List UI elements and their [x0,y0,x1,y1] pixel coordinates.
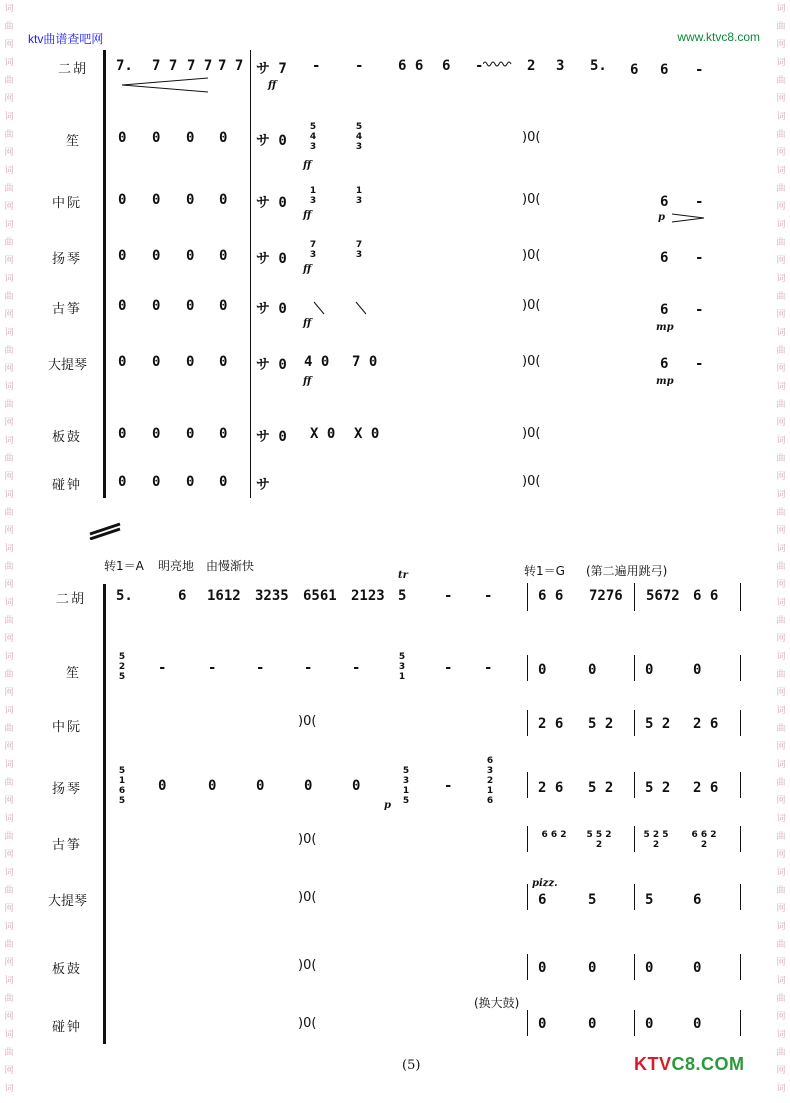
ending-note: 6 [660,356,669,372]
barline [634,710,635,736]
barline [527,655,528,681]
note: 6 [442,58,451,74]
rest: 0 [208,778,217,794]
dash: - [352,660,361,676]
barline [527,826,528,852]
note: 6 6 [398,58,424,74]
note: 5 [645,892,654,908]
sa-rest: サ 0 [256,251,287,267]
note-group: 6561 [303,588,337,604]
barline [527,583,528,611]
instrument-label-zhongruan: 中阮 [52,196,83,211]
bangu-note: X 0 [310,426,336,442]
site-logo [634,1054,745,1075]
dynamic-marking: ff [303,160,312,171]
performance-note: (第二遍用跳弓) [586,564,668,578]
fermata-rest: )0( [522,426,541,441]
fermata-rest: )0( [522,298,541,313]
note-group: 5 2 [588,780,614,796]
rest: 0 [538,1016,547,1032]
note-group: 7276 [589,588,623,604]
rest: 0 [152,354,161,370]
rest: 0 [118,474,127,490]
daitiqin-note: 7 0 [352,354,378,370]
rest: 0 [186,354,195,370]
rest: 0 [219,354,228,370]
note: 6 [660,62,669,78]
fermata-rest: )0( [298,832,317,847]
dash: - [304,660,313,676]
rest: 0 [219,426,228,442]
note: 6 [178,588,187,604]
note-group: 1612 [207,588,241,604]
dynamic-marking: ff [303,210,312,221]
barline [527,772,528,798]
dash: - [444,778,453,794]
note-group: 5672 [646,588,680,604]
rest: 0 [645,1016,654,1032]
dynamic-marking: ff [303,318,312,329]
note-group: 2 6 [693,716,719,732]
barline [634,826,635,852]
rest: 0 [152,474,161,490]
fermata-rest: )0( [522,130,541,145]
note-group: 5 2 [645,716,671,732]
yangqin-chord: 5 1 6 5 [118,766,126,806]
note-group: 2123 [351,588,385,604]
system-1-bracket [103,50,106,498]
instruction-change-drum: (换大鼓) [474,996,520,1010]
note: 5. [116,588,133,604]
dash: - [355,58,364,74]
rest: 0 [186,426,195,442]
rest: 0 [118,354,127,370]
instrument-label-sheng: 笙 [66,134,82,149]
logo-part: KTV [634,1054,672,1074]
left-watermark-column: 词 曲 网 词 曲 网 词 曲 网 词 曲 网 词 曲 网 词 曲 网 词 曲 网 词 曲 网 词 曲 网 词 曲 网 词 曲 网 词 曲 网 词 曲 网 词 曲 网 词 曲 网 词 曲 网 词 曲 网 词 曲 网 词 曲 网 词 曲 网 词 [4,4,14,1094]
system-separator [88,520,124,540]
barline [634,954,635,980]
rest: 0 [352,778,361,794]
rest: 0 [152,298,161,314]
yangqin-arpeggio: 6 3 2 1 6 [486,756,494,806]
ending-note: 6 [660,194,669,210]
key-change-a: 转1＝A [104,559,144,573]
note: 5 [398,588,407,604]
rest: 0 [588,960,597,976]
dynamic-marking: ff [268,80,277,91]
trill-marking: tr [398,570,408,581]
note: 6 [538,892,547,908]
yangqin-chord: 7 3 [309,240,317,260]
pizzicato-marking: pizz. [532,878,558,889]
barline [740,772,741,798]
dash: - [444,588,453,604]
instrument-label-erhu: 二胡 [58,62,89,77]
rest: 0 [186,474,195,490]
instrument-label-guzheng: 古筝 [52,838,83,853]
barline [527,1010,528,1036]
dynamic-marking: ff [303,264,312,275]
guzheng-chord: 5 2 5 2 [643,830,669,850]
page-number: (5) [402,1058,421,1073]
instrument-label-pengzhong: 碰钟 [52,1020,83,1035]
note-group: 2 6 [693,780,719,796]
yangqin-arpeggio: 5 3 1 5 [402,766,410,806]
decrescendo-hairpin [670,212,706,224]
bangu-note: X 0 [354,426,380,442]
note: 5 [588,892,597,908]
note: 5. [590,58,607,74]
dynamic-marking: mp [656,376,674,387]
sa-rest: サ 0 [256,357,287,373]
site-watermark-right: www.ktvc8.com [677,30,760,44]
rest: 0 [219,130,228,146]
rest: 0 [693,662,702,678]
site-watermark-left: ktv曲谱查吧网 [28,32,104,46]
rest: 0 [118,192,127,208]
barline [740,1010,741,1036]
dash: - [695,62,704,78]
barline [634,583,635,611]
dash: - [256,660,265,676]
rest: 0 [118,426,127,442]
dash: - [208,660,217,676]
barline [740,710,741,736]
note: 2 [527,58,536,74]
barline [634,884,635,910]
fermata-rest: )0( [522,192,541,207]
instrument-label-daitiqin: 大提琴 [48,358,88,373]
rest: 0 [304,778,313,794]
glissando-marks [312,300,372,320]
instrument-label-yangqin: 扬琴 [52,252,83,267]
instrument-label-zhongruan: 中阮 [52,720,83,735]
note: 3 [556,58,565,74]
rest: 0 [186,298,195,314]
fermata-rest: )0( [298,958,317,973]
barline [634,655,635,681]
instrument-label-bangu: 板鼓 [52,430,83,445]
note: 7 7 [218,58,244,74]
guzheng-chord: 5 5 2 2 [586,830,612,850]
sheng-chord: 5 2 5 [118,652,126,682]
rest: 0 [152,426,161,442]
note: 6 [630,62,639,78]
note-group: 2 6 [538,716,564,732]
note: サ 7 [256,61,287,77]
rest: 0 [645,662,654,678]
ending-note: 6 [660,250,669,266]
sa-rest: サ 0 [256,195,287,211]
rest: 0 [219,192,228,208]
instrument-label-erhu: 二胡 [56,592,87,607]
rest: 0 [256,778,265,794]
zhongruan-chord: 1 3 [355,186,363,206]
instrument-label-bangu: 板鼓 [52,962,83,977]
rest: 0 [158,778,167,794]
tempo-marking: 明亮地 [158,559,195,573]
barline [740,826,741,852]
sa-rest: サ 0 [256,301,287,317]
rest: 0 [538,960,547,976]
note-group: 2 6 [538,780,564,796]
zhongruan-chord: 1 3 [309,186,317,206]
note: 7 7 [152,58,178,74]
dynamic-marking: p [384,800,391,811]
dynamic-marking: p [658,212,665,223]
rest: 0 [219,298,228,314]
dash: - [158,660,167,676]
rest: 0 [219,474,228,490]
rest: 0 [118,130,127,146]
rest: 0 [645,960,654,976]
instrument-label-pengzhong: 碰钟 [52,478,83,493]
instrument-label-sheng: 笙 [66,666,82,681]
rest: 0 [693,1016,702,1032]
barline [740,583,741,611]
fermata-rest: )0( [522,354,541,369]
dash: - [484,588,493,604]
yangqin-chord: 7 3 [355,240,363,260]
rest: 0 [186,192,195,208]
rest: 0 [588,1016,597,1032]
logo-part: C8.COM [671,1054,745,1074]
ending-note: 6 [660,302,669,318]
trill-wave [483,60,513,68]
barline [740,655,741,681]
fermata-rest: )0( [522,474,541,489]
note-group: 5 2 [645,780,671,796]
fermata-rest: )0( [298,714,317,729]
right-watermark-column: 词 曲 网 词 曲 网 词 曲 网 词 曲 网 词 曲 网 词 曲 网 词 曲 网 词 曲 网 词 曲 网 词 曲 网 词 曲 网 词 曲 网 词 曲 网 词 曲 网 词 曲 网 词 曲 网 词 曲 网 词 曲 网 词 曲 网 词 曲 网 词 [776,4,786,1094]
barline [740,954,741,980]
note-group: 6 6 [693,588,719,604]
decrescendo-hairpin [120,76,210,94]
dash: - [695,194,704,210]
rest: 0 [538,662,547,678]
note-group: 5 2 [588,716,614,732]
dash: - [475,58,484,74]
instrument-label-daitiqin: 大提琴 [48,894,88,909]
fermata-rest: )0( [298,1016,317,1031]
note: 7 7 [187,58,213,74]
rest: 0 [118,298,127,314]
dash: - [695,302,704,318]
instrument-label-yangqin: 扬琴 [52,782,83,797]
instrument-label-guzheng: 古筝 [52,302,83,317]
note-group: 6 6 [538,588,564,604]
barline [527,954,528,980]
barline [527,710,528,736]
guzheng-chord: 6 6 2 2 [691,830,717,850]
note: 6 [693,892,702,908]
dash: - [695,250,704,266]
daitiqin-note: 4 0 [304,354,330,370]
rest: 0 [693,960,702,976]
sheng-chord: 5 4 3 [355,122,363,152]
barline [527,884,528,910]
fermata-rest: )0( [298,890,317,905]
sa-rest: サ 0 [256,429,287,445]
rest: 0 [588,662,597,678]
sheng-chord: 5 3 1 [398,652,406,682]
rest: 0 [219,248,228,264]
barline [634,772,635,798]
barline [250,50,251,498]
barline [634,1010,635,1036]
sheng-chord: 5 4 3 [309,122,317,152]
sa-mark: サ [256,477,270,493]
guzheng-chord: 6 6 2 [541,830,567,840]
dash: - [444,660,453,676]
rest: 0 [118,248,127,264]
barline [740,884,741,910]
system-2-bracket [103,584,106,1044]
tempo-marking: 由慢渐快 [206,559,255,573]
dash: - [484,660,493,676]
note-group: 3235 [255,588,289,604]
dash: - [312,58,321,74]
rest: 0 [186,248,195,264]
rest: 0 [186,130,195,146]
dash: - [695,356,704,372]
rest: 0 [152,192,161,208]
dynamic-marking: mp [656,322,674,333]
rest: 0 [152,248,161,264]
key-change-g: 转1＝G [524,564,565,578]
dynamic-marking: ff [303,376,312,387]
note: 7. [116,58,133,74]
sa-rest: サ 0 [256,133,287,149]
fermata-rest: )0( [522,248,541,263]
rest: 0 [152,130,161,146]
